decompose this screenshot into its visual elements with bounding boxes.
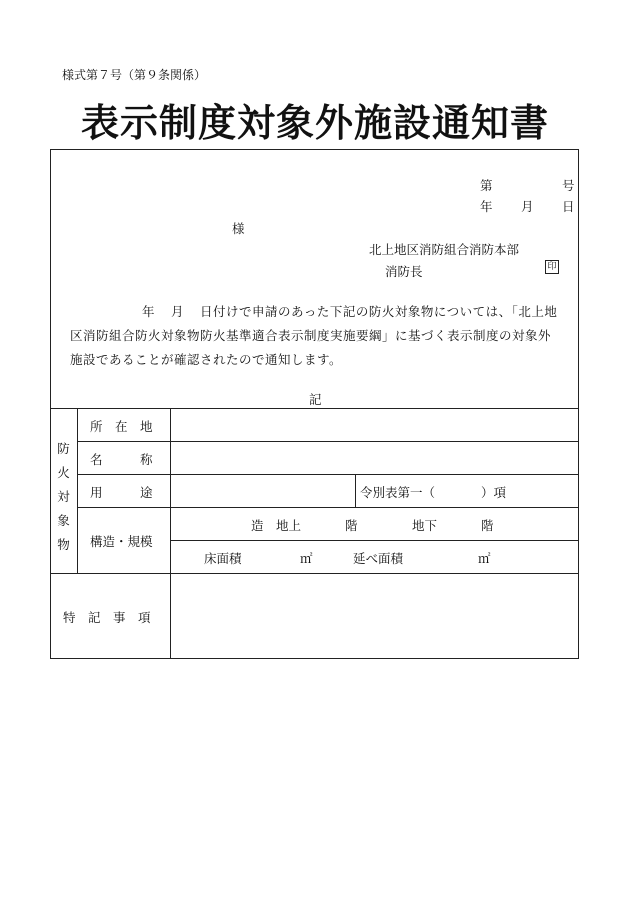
notice-text: 日付けで申請のあった下記の防火対象物については、「北上地区消防組合防火対象物防火基準適合表示制度実施要綱」に基づく表示制度の対象外施設であることが確認されたので通知します。 (70, 304, 558, 367)
structure-zo: 造 (251, 518, 264, 533)
label-remarks: 特 記 事 項 (63, 610, 151, 625)
group-label-char: 物 (57, 537, 70, 552)
floor-area-unit: ㎡ (300, 551, 313, 566)
usage-class-suffix: ）項 (481, 485, 507, 500)
group-label-char: 火 (57, 465, 70, 480)
floor-area-label: 床面積 (204, 551, 242, 566)
label-name: 名 称 (90, 452, 153, 467)
date-month: 月 (521, 199, 534, 214)
label-usage: 用 途 (90, 485, 153, 500)
structure-basement-unit: 階 (481, 518, 494, 533)
date-day: 日 (562, 199, 575, 214)
number-go: 号 (562, 178, 575, 193)
label-location: 所 在 地 (90, 419, 153, 434)
total-area-label: 延べ面積 (353, 551, 404, 566)
seal-mark: 印 (545, 260, 559, 274)
group-label-char: 防 (57, 441, 70, 456)
body-date-month: 月 (171, 304, 185, 319)
ki-heading: 記 (309, 392, 322, 407)
body-date-year: 年 (142, 304, 156, 319)
structure-basement: 地下 (412, 518, 438, 533)
group-label-char: 対 (57, 489, 70, 504)
group-label-char: 象 (57, 513, 70, 528)
number-dai: 第 (480, 178, 493, 193)
notice-body (70, 300, 560, 372)
issuer-organization: 北上地区消防組合消防本部 (369, 242, 520, 257)
structure-floors-unit: 階 (345, 518, 358, 533)
structure-above-ground: 地上 (276, 518, 302, 533)
total-area-unit: ㎡ (478, 551, 491, 566)
group-label (50, 437, 77, 557)
usage-class-prefix: 令別表第一（ (360, 485, 436, 500)
addressee-suffix: 様 (232, 221, 245, 236)
page-title: 表示制度対象外施設通知書 (80, 101, 549, 145)
date-year: 年 (480, 199, 493, 214)
form-id: 様式第７号（第９条関係） (62, 68, 207, 82)
label-structure: 構造・規模 (90, 534, 153, 549)
issuer-chief: 消防長 (385, 264, 423, 279)
